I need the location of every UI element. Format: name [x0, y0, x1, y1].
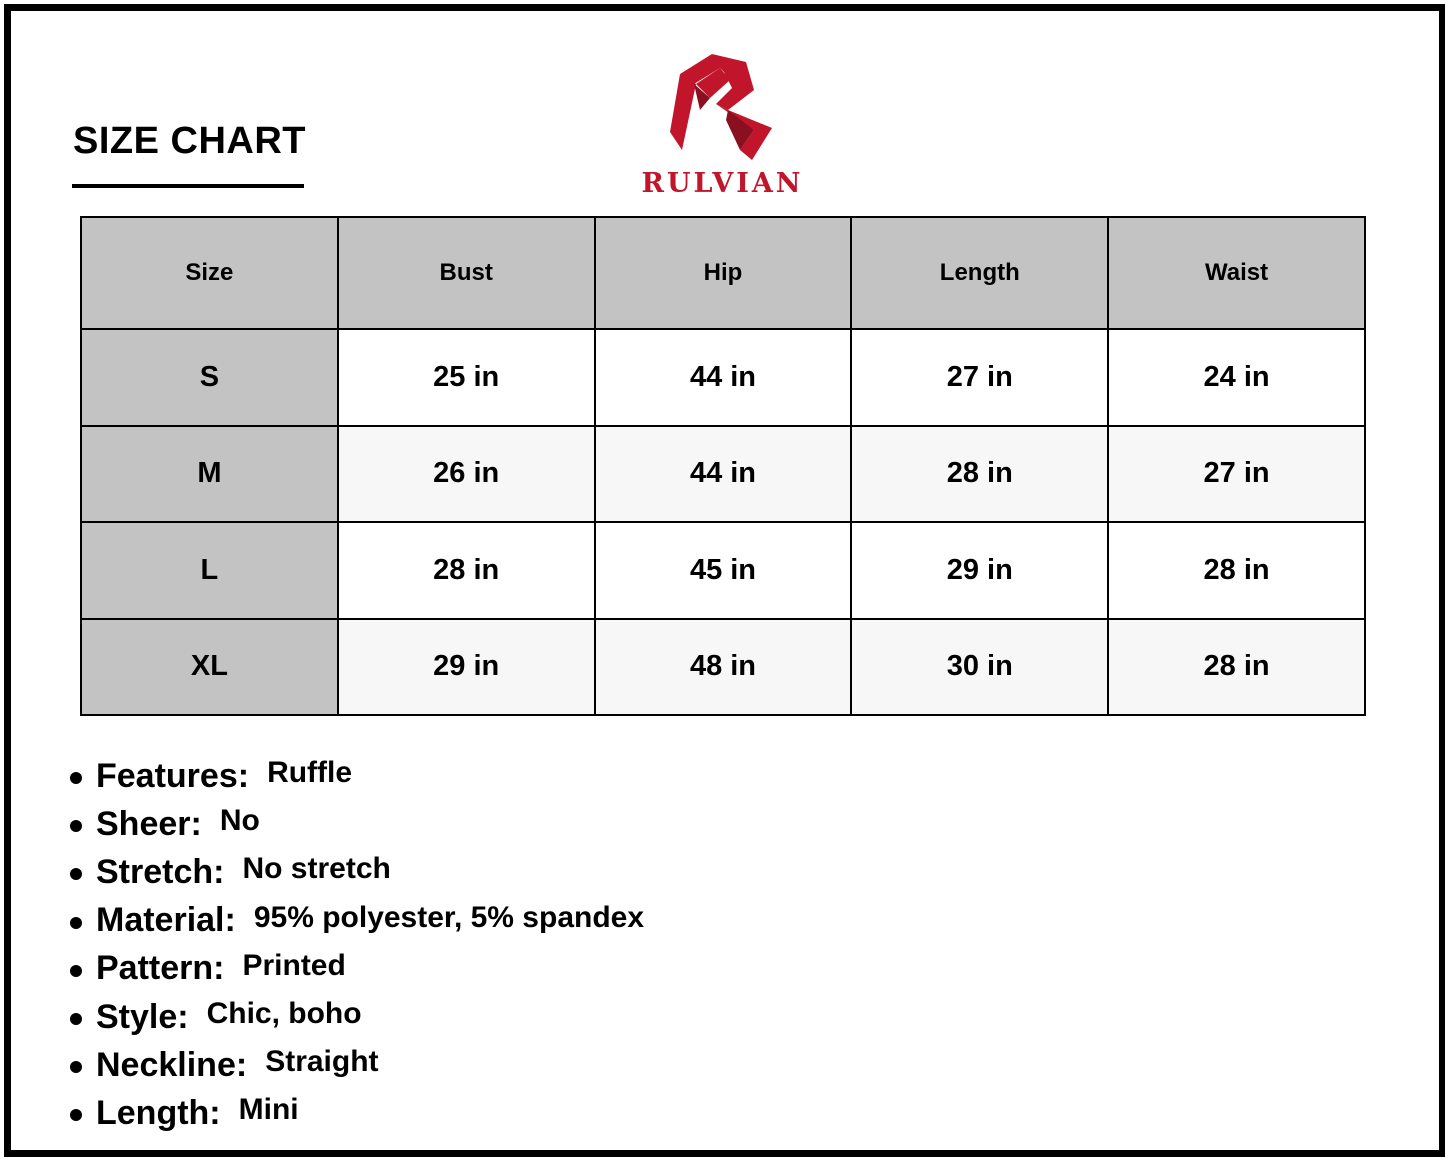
list-item — [70, 800, 644, 848]
column-header-bust: Bust — [338, 217, 595, 329]
hip-cell: 48 in — [595, 619, 852, 716]
waist-cell: 27 in — [1108, 426, 1365, 523]
hip-cell: 44 in — [595, 426, 852, 523]
feature-label: Sheer: — [96, 804, 202, 843]
length-cell: 30 in — [851, 619, 1108, 716]
feature-list — [70, 752, 644, 1138]
bullet-icon — [70, 868, 82, 880]
feature-label: Length: — [96, 1093, 221, 1132]
feature-value: Chic, boho — [206, 997, 362, 1031]
bullet-icon — [70, 820, 82, 832]
hip-cell: 45 in — [595, 522, 852, 619]
list-item — [70, 752, 644, 800]
column-header-length: Length — [851, 217, 1108, 329]
feature-value: Mini — [238, 1093, 299, 1127]
page-title: SIZE CHART — [73, 120, 306, 162]
size-cell: M — [81, 426, 338, 523]
feature-label: Neckline: — [96, 1045, 248, 1084]
list-item — [70, 848, 644, 896]
list-item — [70, 945, 644, 993]
table-row — [81, 329, 1365, 426]
bust-cell: 26 in — [338, 426, 595, 523]
brand-logo-icon — [620, 50, 825, 168]
size-cell: L — [81, 522, 338, 619]
waist-cell: 28 in — [1108, 619, 1365, 716]
table-row — [81, 426, 1365, 523]
bullet-icon — [70, 1109, 82, 1121]
bust-cell: 28 in — [338, 522, 595, 619]
feature-label: Pattern: — [96, 949, 225, 988]
table-header-row — [81, 217, 1365, 329]
bust-cell: 29 in — [338, 619, 595, 716]
feature-value: 95% polyester, 5% spandex — [253, 900, 645, 934]
list-item — [70, 897, 644, 945]
column-header-hip: Hip — [595, 217, 852, 329]
feature-value: No — [219, 804, 260, 838]
list-item — [70, 1041, 644, 1089]
bullet-icon — [70, 965, 82, 977]
length-cell: 27 in — [851, 329, 1108, 426]
size-chart-table — [80, 216, 1366, 716]
brand-name: RULVIAN — [641, 168, 804, 199]
bullet-icon — [70, 917, 82, 929]
brand-logo — [620, 50, 825, 200]
feature-value: No stretch — [242, 852, 391, 886]
bust-cell: 25 in — [338, 329, 595, 426]
table-row — [81, 619, 1365, 716]
waist-cell: 24 in — [1108, 329, 1365, 426]
feature-label: Material: — [96, 901, 236, 940]
feature-value: Straight — [265, 1045, 379, 1079]
table-row — [81, 522, 1365, 619]
waist-cell: 28 in — [1108, 522, 1365, 619]
column-header-size: Size — [81, 217, 338, 329]
feature-value: Ruffle — [267, 756, 353, 790]
feature-label: Style: — [96, 997, 189, 1036]
size-cell: XL — [81, 619, 338, 716]
list-item — [70, 993, 644, 1041]
feature-label: Stretch: — [96, 852, 225, 891]
length-cell: 29 in — [851, 522, 1108, 619]
feature-value: Printed — [242, 948, 346, 982]
length-cell: 28 in — [851, 426, 1108, 523]
bullet-icon — [70, 772, 82, 784]
list-item — [70, 1089, 644, 1137]
hip-cell: 44 in — [595, 329, 852, 426]
bullet-icon — [70, 1013, 82, 1025]
column-header-waist: Waist — [1108, 217, 1365, 329]
title-underline — [72, 184, 304, 188]
size-cell: S — [81, 329, 338, 426]
bullet-icon — [70, 1061, 82, 1073]
feature-label: Features: — [96, 756, 250, 795]
